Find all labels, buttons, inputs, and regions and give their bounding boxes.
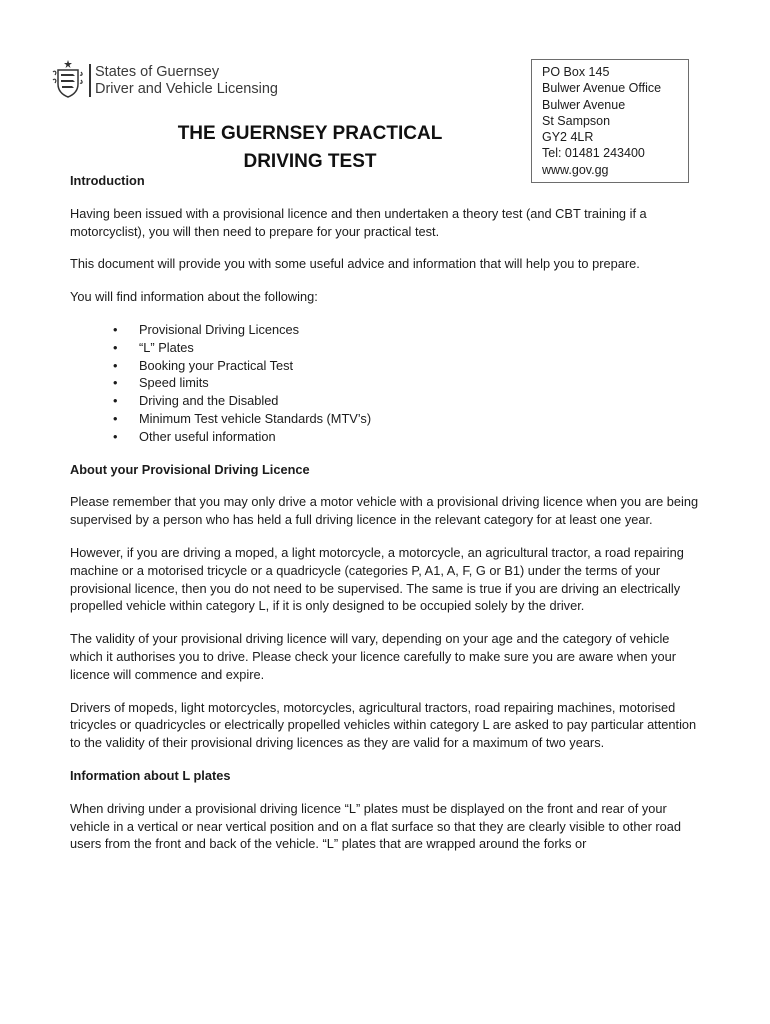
guernsey-crest-icon: [52, 60, 84, 98]
address-website: www.gov.gg: [542, 162, 609, 177]
bullet: •: [113, 357, 118, 373]
list-item-text: Provisional Driving Licences: [139, 321, 300, 337]
logo-line-department: Driver and Vehicle Licensing: [95, 81, 278, 97]
paragraph: The validity of your provisional driving licence will vary, depending on your age and the category of vehicle which it authorises you to drive. Please check your licence carefully to make sure you are aware when your licence will commence and expire.: [70, 631, 677, 682]
paragraph: When driving under a provisional driving licence “L” plates must be displayed on the front and rear of your vehicle in a vertical or near vertical position and on a flat surface so that they are clearly visible to other road users from the front and back of the vehicle. “L” plates that are wrapped around the forks or: [70, 800, 682, 852]
address-phone: Tel: 01481 243400: [542, 146, 645, 161]
introduction-heading: Introduction: [70, 173, 145, 188]
list-item-text: Speed limits: [139, 375, 209, 391]
list-item: [113, 357, 702, 375]
paragraph: Drivers of mopeds, light motorcycles, motorcycles, agricultural tractors, road repairing machines, motorised tricycles or quadricycles or electrically propelled vehicles within category L are asked to pay particular attention to the validity of their provisional driving licences as they are valid for a maximum of two years.: [70, 699, 697, 751]
list-item: [113, 410, 702, 428]
address-line: GY2 4LR: [542, 130, 594, 145]
bullet: •: [113, 321, 118, 337]
list-item: [113, 321, 702, 339]
title-line-1: THE GUERNSEY PRACTICAL: [177, 123, 443, 144]
title-line-2: DRIVING TEST: [243, 151, 377, 172]
paragraph: You will find information about the following:: [70, 289, 318, 305]
list-item: [113, 428, 702, 446]
paragraph: However, if you are driving a moped, a light motorcycle, a motorcycle, an agricultural tractor, a road repairing machine or a motorised tricycle or a quadricycle (categories P, A1, A, F, G or B1) under the terms of your provisional licence, then you do not need to be supervised. The same is true if you are driving an electrically propelled vehicle within category L, if it is only designed to be occupied solely by the driver.: [70, 544, 684, 614]
bullet: •: [113, 339, 118, 355]
paragraph: Please remember that you may only drive a motor vehicle with a provisional driving licence when you are being supervised by a person who has held a full driving licence in the relevant category for at least one year.: [70, 494, 699, 528]
address-line: Bulwer Avenue: [542, 97, 626, 112]
document-body: [70, 172, 702, 868]
address-line: St Sampson: [542, 113, 611, 128]
list-item: [113, 339, 702, 357]
bullet: •: [113, 375, 118, 391]
list-item: [113, 392, 702, 410]
states-of-guernsey-logo: [52, 58, 292, 98]
document-title: [150, 120, 470, 176]
bullet: •: [113, 428, 118, 444]
list-item-text: Minimum Test vehicle Standards (MTV’s): [139, 410, 372, 426]
topics-list: [70, 321, 702, 446]
paragraph: This document will provide you with some useful advice and information that will help you to prepare.: [70, 256, 640, 272]
list-item-text: Other useful information: [139, 428, 276, 444]
list-item-text: Driving and the Disabled: [139, 393, 279, 409]
logo-text: [95, 64, 278, 98]
address-line: Bulwer Avenue Office: [542, 81, 662, 96]
provisional-licence-heading: About your Provisional Driving Licence: [70, 461, 310, 477]
paragraph: Having been issued with a provisional licence and then undertaken a theory test (and CBT training if a motorcyclist), you will then need to prepare for your practical test.: [70, 205, 647, 239]
bullet: •: [113, 393, 118, 409]
list-item-text: Booking your Practical Test: [139, 357, 294, 373]
bullet: •: [113, 410, 118, 426]
address-line: PO Box 145: [542, 65, 610, 79]
logo-divider: [89, 64, 91, 97]
l-plates-heading: Information about L plates: [70, 767, 231, 783]
address-box: [531, 59, 689, 183]
list-item-text: “L” Plates: [139, 339, 194, 355]
list-item: [113, 374, 702, 392]
logo-line-organisation: States of Guernsey: [95, 64, 220, 80]
